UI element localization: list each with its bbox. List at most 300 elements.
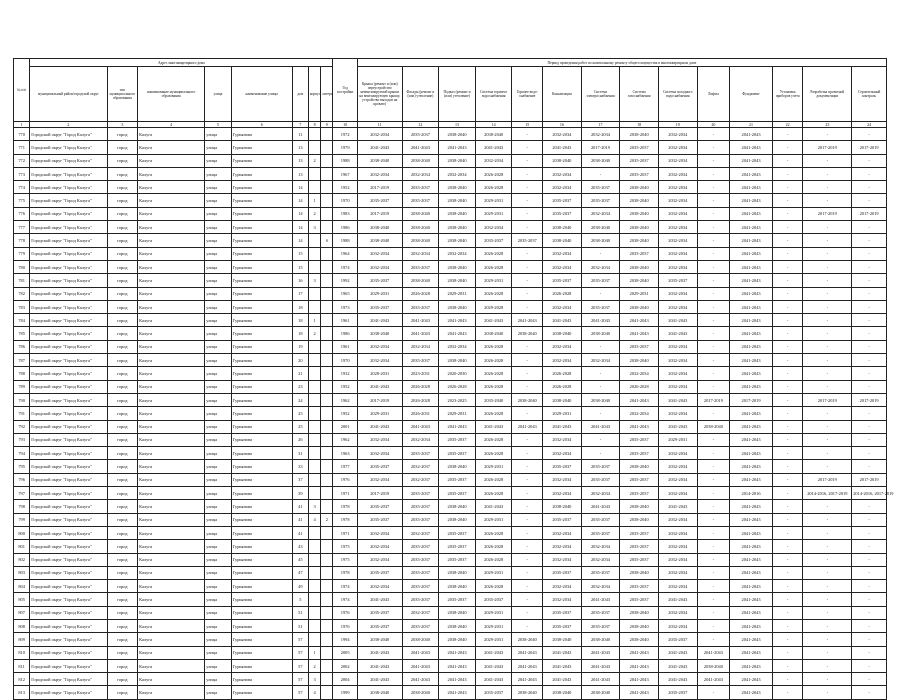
table-cell: - <box>512 380 543 393</box>
table-cell: 2023-2031 <box>402 367 439 380</box>
table-cell: 2029-2031 <box>475 513 512 526</box>
table-cell: Городской округ "Город Калуга" <box>30 487 107 500</box>
table-cell: улица <box>205 553 231 566</box>
table-cell: город <box>107 673 138 686</box>
table-cell: 2017-2019 <box>852 393 887 406</box>
table-cell: 2032-2034 <box>402 167 439 180</box>
table-cell: - <box>852 340 887 353</box>
table-cell: - <box>803 340 852 353</box>
column-number: 19 <box>658 122 697 128</box>
table-cell <box>321 181 333 194</box>
table-cell: Гурьянова <box>231 154 292 167</box>
table-cell: город <box>107 340 138 353</box>
table-cell: 2041-2043 <box>475 659 512 672</box>
table-cell: 2026-2028 <box>543 367 582 380</box>
table-cell: - <box>512 593 543 606</box>
table-cell: 2035-2037 <box>581 194 620 207</box>
table-cell: город <box>107 526 138 539</box>
table-cell: - <box>697 686 730 699</box>
table-cell: 2035-2037 <box>402 194 439 207</box>
table-cell: 2014-2016, 2017-2019 <box>852 487 887 500</box>
table-cell: 15 <box>292 247 308 260</box>
table-cell: город <box>107 580 138 593</box>
table-cell: 2026-2028 <box>475 487 512 500</box>
table-cell: 2035-2037 <box>357 274 402 287</box>
table-cell: Калуга <box>138 633 205 646</box>
table-cell <box>321 659 333 672</box>
table-cell: Гурьянова <box>231 327 292 340</box>
table-cell: - <box>697 433 730 446</box>
table-cell: 2026-2028 <box>475 407 512 420</box>
table-cell: 2032-2034 <box>357 553 402 566</box>
table-cell: - <box>697 247 730 260</box>
table-cell: 1978 <box>333 566 357 579</box>
table-cell: 2041-2043 <box>730 633 773 646</box>
table-cell: Городской округ "Город Калуга" <box>30 407 107 420</box>
table-cell: 2038-2040 <box>620 181 659 194</box>
table-cell: 2035-2037 <box>402 260 439 273</box>
table-cell: 2032-2034 <box>581 354 620 367</box>
table-cell: - <box>697 633 730 646</box>
table-cell: 2041-2043 <box>730 540 773 553</box>
table-cell: - <box>512 194 543 207</box>
table-cell: Городской округ "Город Калуга" <box>30 593 107 606</box>
table-cell: - <box>581 167 620 180</box>
table-cell: Калуга <box>138 447 205 460</box>
table-cell: 14 <box>292 194 308 207</box>
table-cell: 2038-2040 <box>439 181 476 194</box>
table-cell: улица <box>205 167 231 180</box>
table-cell: - <box>852 500 887 513</box>
table-cell: 2041-2043 <box>439 686 476 699</box>
table-cell: 2026-2028 <box>475 181 512 194</box>
table-cell: 2026-2028 <box>402 393 439 406</box>
table-row <box>14 274 887 287</box>
table-cell: 2041-2043 <box>730 221 773 234</box>
column-header: наименование улицы <box>231 67 292 122</box>
table-cell: 2038-2040 <box>439 260 476 273</box>
table-cell: 2041-2043 <box>581 593 620 606</box>
table-row <box>14 593 887 606</box>
table-row <box>14 194 887 207</box>
column-number: 16 <box>543 122 582 128</box>
table-cell: Калуга <box>138 580 205 593</box>
table-cell: - <box>852 633 887 646</box>
table-cell: 2041-2043 <box>730 380 773 393</box>
table-cell: 2029-2031 <box>475 274 512 287</box>
column-header: Система горячего водоснабжения <box>475 67 512 122</box>
table-cell: 2038-2040 <box>439 207 476 220</box>
table-cell: 2032-2037 <box>402 460 439 473</box>
table-cell: - <box>852 327 887 340</box>
table-cell: Гурьянова <box>231 487 292 500</box>
table-cell: город <box>107 553 138 566</box>
table-cell: город <box>107 646 138 659</box>
table-cell: 2041-2043 <box>620 659 659 672</box>
table-cell <box>308 260 320 273</box>
table-cell: 2041-2043 <box>658 500 697 513</box>
column-header: Система холодного водоснабжения <box>658 67 697 122</box>
table-cell: Калуга <box>138 606 205 619</box>
table-cell: 2032-2034 <box>357 526 402 539</box>
table-cell: Городской округ "Город Калуга" <box>30 500 107 513</box>
table-cell: 2035-2037 <box>543 619 582 632</box>
table-cell: город <box>107 367 138 380</box>
table-cell: 2032-2034 <box>620 367 659 380</box>
table-cell: 2041-2043 <box>357 646 402 659</box>
table-cell: 2032-2034 <box>543 593 582 606</box>
table-cell: 2029-2031 <box>620 287 659 300</box>
table-cell: - <box>803 154 852 167</box>
table-cell: - <box>772 340 803 353</box>
table-cell: 2032-2034 <box>658 619 697 632</box>
table-cell: Гурьянова <box>231 314 292 327</box>
table-cell: - <box>852 167 887 180</box>
table-cell: 2032-2034 <box>658 367 697 380</box>
table-cell: 2026-2028 <box>475 380 512 393</box>
table-cell: Калуга <box>138 673 205 686</box>
table-cell: 2038-2040 <box>402 207 439 220</box>
table-cell: 2038-2040 <box>402 686 439 699</box>
table-cell: 41 <box>292 513 308 526</box>
table-cell: - <box>512 407 543 420</box>
table-cell: 2038-2040 <box>581 633 620 646</box>
table-cell: 1 <box>308 646 320 659</box>
table-cell: 2038-2040 <box>581 221 620 234</box>
table-cell: - <box>852 247 887 260</box>
table-cell: 2038-2040 <box>512 327 543 340</box>
table-cell: 2029-2031 <box>475 566 512 579</box>
table-cell: Городской округ "Город Калуга" <box>30 181 107 194</box>
table-cell: 2017-2019 <box>852 473 887 486</box>
table-cell: 788 <box>14 367 30 380</box>
table-cell <box>308 580 320 593</box>
table-cell: 2026-2028 <box>620 380 659 393</box>
table-cell: 2 <box>308 327 320 340</box>
table-cell: 770 <box>14 128 30 141</box>
table-cell: - <box>697 473 730 486</box>
table-cell: - <box>697 274 730 287</box>
table-cell: 2041-2043 <box>730 154 773 167</box>
table-cell: Гурьянова <box>231 473 292 486</box>
table-cell: 795 <box>14 460 30 473</box>
table-cell: 2032-2034 <box>543 526 582 539</box>
table-cell <box>308 553 320 566</box>
table-cell: улица <box>205 593 231 606</box>
table-cell: 2035-2037 <box>402 593 439 606</box>
table-cell: 2032-2034 <box>357 260 402 273</box>
table-cell: 2041-2043 <box>402 327 439 340</box>
table-cell: 2038-2040 <box>439 300 476 313</box>
table-cell: 2041-2043 <box>439 327 476 340</box>
table-cell: 2038-2040 <box>620 633 659 646</box>
table-cell: - <box>697 154 730 167</box>
table-cell: Городской округ "Город Калуга" <box>30 659 107 672</box>
table-cell: Гурьянова <box>231 460 292 473</box>
table-cell: - <box>772 128 803 141</box>
table-cell <box>308 367 320 380</box>
table-cell: город <box>107 460 138 473</box>
table-cell: 2032-2034 <box>475 221 512 234</box>
table-cell <box>321 327 333 340</box>
table-cell: Гурьянова <box>231 380 292 393</box>
table-cell <box>308 460 320 473</box>
table-cell: 2041-2043 <box>730 580 773 593</box>
table-cell <box>308 380 320 393</box>
table-cell: 2032-2037 <box>402 473 439 486</box>
table-cell: Калуга <box>138 234 205 247</box>
table-cell: 2041-2043 <box>581 646 620 659</box>
table-cell: 1971 <box>333 487 357 500</box>
table-cell: 1962 <box>333 393 357 406</box>
table-cell: 2041-2043 <box>730 619 773 632</box>
table-cell: 2026-2028 <box>543 380 582 393</box>
table-cell: Гурьянова <box>231 274 292 287</box>
table-cell: город <box>107 221 138 234</box>
table-cell: - <box>697 181 730 194</box>
table-cell: 2035-2037 <box>620 540 659 553</box>
table-cell: 804 <box>14 580 30 593</box>
table-cell: 2017-2019 <box>803 141 852 154</box>
table-row <box>14 393 887 406</box>
table-cell: 800 <box>14 526 30 539</box>
table-cell: Городской округ "Город Калуга" <box>30 154 107 167</box>
table-cell: 2038-2040 <box>402 154 439 167</box>
table-cell: 2035-2037 <box>439 433 476 446</box>
table-cell: 802 <box>14 553 30 566</box>
column-number: 21 <box>730 122 773 128</box>
table-cell: 2038-2040 <box>581 393 620 406</box>
table-cell: улица <box>205 433 231 446</box>
table-cell: 2005 <box>333 646 357 659</box>
table-cell: 805 <box>14 593 30 606</box>
table-cell: 2038-2040 <box>357 154 402 167</box>
table-cell: Городской округ "Город Калуга" <box>30 606 107 619</box>
table-cell: Городской округ "Город Калуга" <box>30 274 107 287</box>
table-cell: 2041-2043 <box>730 566 773 579</box>
table-cell: Калуга <box>138 619 205 632</box>
table-cell: 2032-2034 <box>357 580 402 593</box>
table-cell: Калуга <box>138 393 205 406</box>
table-cell: 811 <box>14 659 30 672</box>
table-cell: 2038-2040 <box>620 260 659 273</box>
table-cell: - <box>512 553 543 566</box>
table-row <box>14 141 887 154</box>
table-cell: 2038-2040 <box>620 234 659 247</box>
table-cell <box>308 540 320 553</box>
table-cell: 5 <box>292 593 308 606</box>
table-cell: 2038-2040 <box>357 327 402 340</box>
table-cell: - <box>803 247 852 260</box>
table-cell: 2035-2037 <box>439 487 476 500</box>
table-cell: 37 <box>292 473 308 486</box>
table-cell: Городской округ "Город Калуга" <box>30 420 107 433</box>
table-cell: 2035-2037 <box>543 194 582 207</box>
table-cell: Калуга <box>138 659 205 672</box>
table-cell: 2041-2043 <box>730 247 773 260</box>
table-cell: 2041-2043 <box>730 447 773 460</box>
table-cell: - <box>697 500 730 513</box>
table-cell: Калуга <box>138 433 205 446</box>
table-cell: 2032-2034 <box>543 260 582 273</box>
table-cell: - <box>697 487 730 500</box>
table-cell: 783 <box>14 300 30 313</box>
table-cell: 2029-2031 <box>475 207 512 220</box>
table-cell: Гурьянова <box>231 287 292 300</box>
table-cell: 2041-2043 <box>620 327 659 340</box>
table-cell: 2035-2037 <box>620 487 659 500</box>
table-cell: 2001 <box>333 420 357 433</box>
table-cell: 2038-2040 <box>439 580 476 593</box>
table-cell: 47 <box>292 566 308 579</box>
table-cell <box>308 447 320 460</box>
table-cell: 2041-2043 <box>730 274 773 287</box>
table-cell: - <box>852 407 887 420</box>
table-cell <box>308 181 320 194</box>
table-cell: улица <box>205 673 231 686</box>
table-cell: 2038-2040 <box>620 274 659 287</box>
table-cell: - <box>772 593 803 606</box>
table-cell: 2017-2019 <box>357 393 402 406</box>
table-cell: 2041-2043 <box>402 420 439 433</box>
table-cell: 2029-2031 <box>658 433 697 446</box>
table-cell: 2032-2034 <box>357 447 402 460</box>
table-cell: - <box>772 447 803 460</box>
table-cell: Городской округ "Город Калуга" <box>30 367 107 380</box>
table-cell: 11 <box>292 128 308 141</box>
table-cell: - <box>803 686 852 699</box>
table-cell: 2035-2037 <box>543 460 582 473</box>
table-cell: 2038-2040 <box>581 234 620 247</box>
table-cell: 2035-2037 <box>620 473 659 486</box>
table-cell <box>308 167 320 180</box>
table-cell: улица <box>205 287 231 300</box>
table-cell: 2035-2037 <box>658 686 697 699</box>
table-cell: Городской округ "Город Калуга" <box>30 260 107 273</box>
table-cell: 796 <box>14 473 30 486</box>
table-cell: - <box>852 513 887 526</box>
table-cell: улица <box>205 367 231 380</box>
table-cell <box>321 633 333 646</box>
table-cell: 2041-2043 <box>475 500 512 513</box>
table-cell: 4 <box>308 513 320 526</box>
table-cell: 2029-2031 <box>357 287 402 300</box>
table-cell: 2032-2034 <box>543 580 582 593</box>
table-cell: Гурьянова <box>231 128 292 141</box>
table-cell: улица <box>205 340 231 353</box>
table-cell: 3 <box>308 500 320 513</box>
table-cell: 2041-2043 <box>730 327 773 340</box>
table-cell: - <box>581 447 620 460</box>
table-cell <box>321 460 333 473</box>
table-cell: город <box>107 686 138 699</box>
table-cell: 1972 <box>333 128 357 141</box>
table-cell: - <box>697 526 730 539</box>
table-row <box>14 633 887 646</box>
table-cell: город <box>107 659 138 672</box>
table-cell: 2041-2043 <box>658 393 697 406</box>
table-cell: город <box>107 513 138 526</box>
table-cell <box>321 580 333 593</box>
table-cell: 2038-2040 <box>512 686 543 699</box>
table-cell: 2032-2034 <box>658 566 697 579</box>
table-cell: 2035-2037 <box>581 473 620 486</box>
table-cell: 1979 <box>333 141 357 154</box>
table-cell: - <box>697 167 730 180</box>
table-cell: 2041-2043 <box>581 500 620 513</box>
table-cell <box>308 420 320 433</box>
table-cell: 2041-2043 <box>730 207 773 220</box>
table-cell: Калуга <box>138 221 205 234</box>
table-cell: 2041-2043 <box>512 420 543 433</box>
table-cell: 2038-2040 <box>620 513 659 526</box>
table-cell: 2 <box>308 154 320 167</box>
table-cell: 2041-2043 <box>730 593 773 606</box>
table-cell: 2032-2034 <box>581 580 620 593</box>
table-cell: Калуга <box>138 513 205 526</box>
table-cell: 2035-2037 <box>402 553 439 566</box>
table-cell: 1992 <box>333 274 357 287</box>
table-cell: 2038-2040 <box>439 460 476 473</box>
table-cell: - <box>852 593 887 606</box>
table-cell: - <box>512 154 543 167</box>
table-cell: 2017-2019 <box>730 393 773 406</box>
table-cell: 13 <box>292 154 308 167</box>
table-cell: 1975 <box>333 553 357 566</box>
table-cell: улица <box>205 221 231 234</box>
table-cell: - <box>803 566 852 579</box>
table-cell: 2032-2034 <box>357 354 402 367</box>
table-cell: - <box>803 659 852 672</box>
column-number: 1 <box>14 122 30 128</box>
table-cell: 2032-2034 <box>357 247 402 260</box>
table-cell: Калуга <box>138 487 205 500</box>
table-cell: - <box>803 221 852 234</box>
table-cell: город <box>107 234 138 247</box>
table-cell: 2038-2040 <box>620 194 659 207</box>
table-row <box>14 646 887 659</box>
column-header: Крыша (ремонт и (или) переустройство невентилируемой крыши на вентилируемую крышу, устройство выходов на кровлю) <box>357 67 402 122</box>
table-cell: - <box>803 128 852 141</box>
table-cell: 2038-2040 <box>357 686 402 699</box>
table-cell: 1978 <box>333 500 357 513</box>
table-cell: Гурьянова <box>231 340 292 353</box>
table-cell <box>308 473 320 486</box>
table-cell: Гурьянова <box>231 646 292 659</box>
table-cell: 23 <box>292 380 308 393</box>
table-cell: Городской округ "Город Калуга" <box>30 287 107 300</box>
table-cell: 2026-2028 <box>402 287 439 300</box>
table-cell: город <box>107 407 138 420</box>
table-cell: Гурьянова <box>231 300 292 313</box>
column-number: 18 <box>620 122 659 128</box>
table-row <box>14 367 887 380</box>
table-cell: Городской округ "Город Калуга" <box>30 460 107 473</box>
table-cell: 41 <box>292 500 308 513</box>
table-cell: город <box>107 447 138 460</box>
table-cell: улица <box>205 686 231 699</box>
table-cell: - <box>772 673 803 686</box>
table-cell: 2032-2034 <box>543 354 582 367</box>
table-cell: Городской округ "Город Калуга" <box>30 473 107 486</box>
table-cell <box>308 340 320 353</box>
table-cell: улица <box>205 606 231 619</box>
table-cell: - <box>803 540 852 553</box>
table-cell: 57 <box>292 659 308 672</box>
table-cell: Калуга <box>138 553 205 566</box>
table-cell: город <box>107 260 138 273</box>
table-row <box>14 420 887 433</box>
